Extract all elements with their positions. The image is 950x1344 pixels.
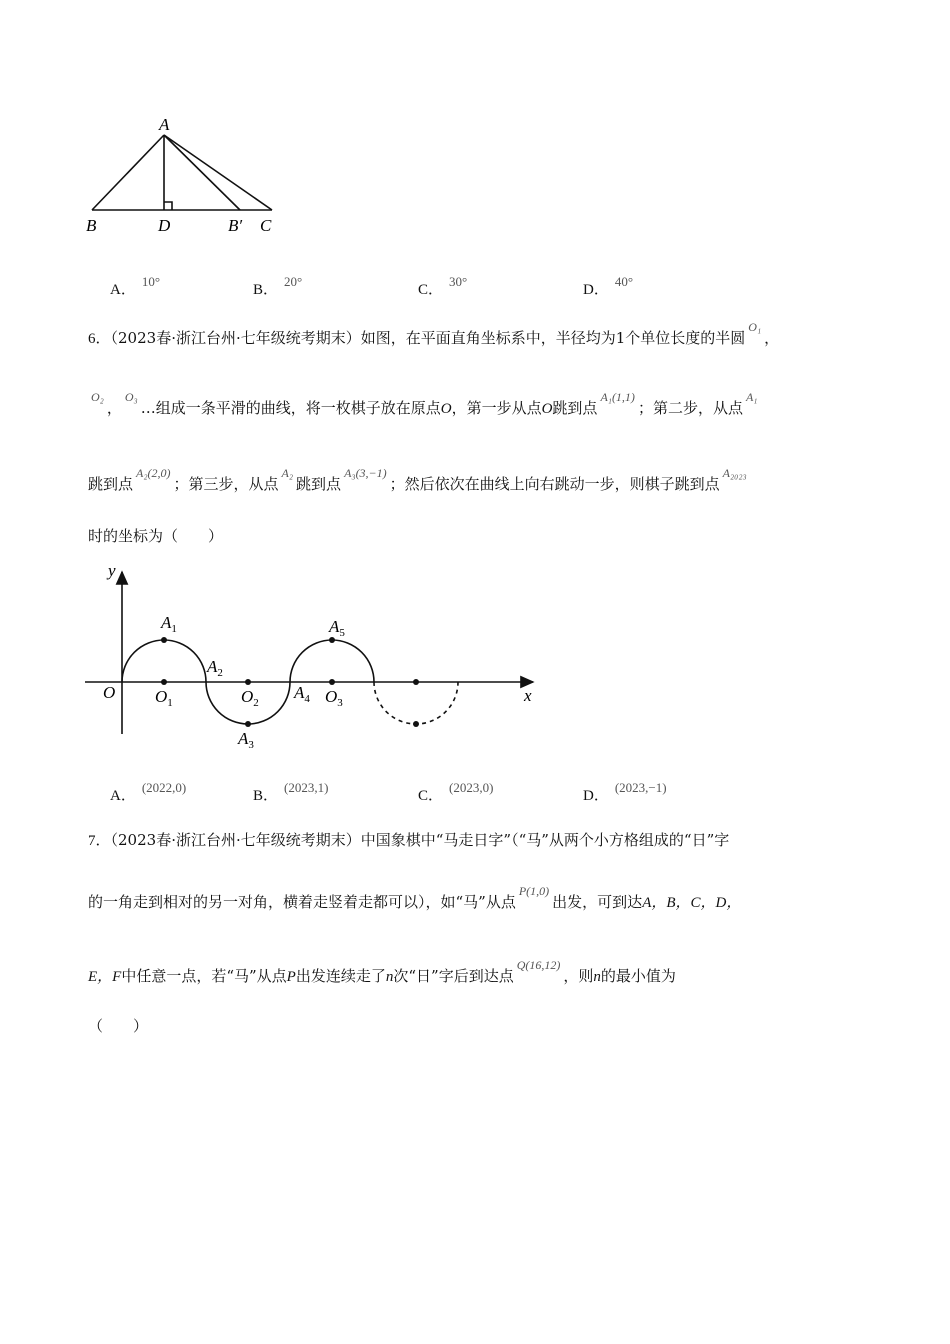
option-value: 20° bbox=[284, 274, 303, 289]
math-o2: O₂ bbox=[91, 390, 104, 404]
math-a1: A₁ bbox=[745, 390, 758, 404]
point-a1 bbox=[161, 637, 167, 643]
label-a2: $A_2$ bbox=[207, 657, 223, 679]
label-a3: $A_3$ bbox=[238, 729, 254, 751]
option-value: (2023,0) bbox=[449, 780, 494, 795]
option-key: D． bbox=[583, 788, 609, 804]
q6-source: （2023春·浙江台州·七年级统考期末） bbox=[110, 329, 361, 347]
label-o1: $O_1$ bbox=[155, 687, 173, 709]
math-n: n bbox=[593, 969, 601, 985]
label-a: A bbox=[159, 115, 170, 134]
q7-text: 出发连续走了 bbox=[295, 967, 386, 985]
q6-text: 如图，在平面直角坐标系中，半径均为1个单位长度的半圆 bbox=[360, 329, 746, 347]
math-a2023: A₂₀₂₃ bbox=[722, 466, 747, 480]
q5-option-a[interactable] bbox=[110, 274, 161, 299]
point-o3 bbox=[329, 679, 335, 685]
option-key: A． bbox=[110, 282, 136, 298]
semicircle-o3 bbox=[290, 640, 374, 682]
q6-text: ；第二步，从点 bbox=[637, 399, 743, 417]
option-value: (2023,1) bbox=[284, 780, 329, 795]
segment-ac bbox=[164, 135, 272, 210]
option-key: B． bbox=[253, 282, 279, 298]
math-n: n bbox=[385, 969, 394, 985]
math-o3: O₃ bbox=[124, 390, 138, 404]
option-key: C． bbox=[418, 282, 444, 298]
q6-text: 跳到点 bbox=[296, 475, 342, 493]
punct: ， bbox=[764, 329, 780, 347]
math-a2: A₂ bbox=[281, 466, 294, 480]
q7-answer-blank: （ ） bbox=[88, 1017, 149, 1035]
segment-ab-prime bbox=[164, 135, 240, 210]
q6-text: 跳到点 bbox=[552, 399, 598, 417]
q5-option-d[interactable] bbox=[583, 274, 634, 299]
q7-text: ，则 bbox=[563, 967, 594, 985]
q7-text: 的最小值为 bbox=[600, 967, 676, 985]
q7-line-1 bbox=[88, 830, 729, 851]
q6-number: 6． bbox=[88, 331, 111, 347]
right-angle-mark bbox=[164, 202, 172, 210]
option-value: (2022,0) bbox=[141, 780, 187, 795]
q6-option-d[interactable] bbox=[583, 780, 667, 805]
label-d: D bbox=[158, 216, 171, 235]
math-origin: O bbox=[541, 401, 553, 417]
semicircle-dashed bbox=[374, 682, 458, 724]
math-p: P(1,0) bbox=[518, 884, 550, 898]
q6-text: ；然后依次在曲线上向右跳动一步，则棋子跳到点 bbox=[389, 475, 720, 493]
q7-text: 出发，可到达 bbox=[552, 893, 643, 911]
q7-line-3 bbox=[88, 958, 676, 987]
q7-line-4 bbox=[88, 1016, 148, 1036]
q6-line-3 bbox=[88, 466, 750, 495]
label-a4: $A_4$ bbox=[294, 683, 310, 705]
point-o4 bbox=[413, 679, 419, 685]
label-a1: $A_1$ bbox=[161, 613, 177, 635]
q7-points: A，B，C，D， bbox=[642, 895, 742, 911]
math-a2: A₂(2,0) bbox=[136, 466, 171, 480]
math-a3: A₃(3,−1) bbox=[344, 466, 387, 480]
q7-text: 中任意一点，若“马”从点 bbox=[121, 967, 287, 985]
label-a5: $A_5$ bbox=[329, 617, 345, 639]
math-a1: A₁(1,1) bbox=[600, 390, 635, 404]
q6-line-4 bbox=[88, 526, 223, 546]
option-value: 40° bbox=[614, 274, 634, 289]
label-c: C bbox=[260, 216, 272, 235]
option-value: 10° bbox=[141, 274, 161, 289]
q6-option-a[interactable] bbox=[110, 780, 187, 805]
coordinate-curve-figure bbox=[85, 558, 545, 753]
math-q: Q(16,12) bbox=[516, 958, 561, 972]
option-value: 30° bbox=[449, 274, 468, 289]
label-x: x bbox=[524, 686, 532, 705]
label-o2: $O_2$ bbox=[241, 687, 259, 709]
option-key: D． bbox=[583, 282, 609, 298]
label-y: y bbox=[108, 561, 116, 580]
math-origin: O bbox=[440, 401, 452, 417]
label-origin: O bbox=[103, 683, 116, 702]
label-o3: $O_3$ bbox=[325, 687, 343, 709]
point-a3 bbox=[245, 721, 251, 727]
q7-points: E，F bbox=[88, 969, 122, 985]
point-dashed-bottom bbox=[413, 721, 419, 727]
q7-line-2 bbox=[88, 884, 742, 913]
math-p-var: P bbox=[286, 969, 296, 985]
q6-text: …组成一条平滑的曲线，将一枚棋子放在原点 bbox=[140, 399, 441, 417]
q6-line-2 bbox=[88, 390, 760, 419]
point-a5 bbox=[329, 637, 335, 643]
option-key: C． bbox=[418, 788, 444, 804]
option-value: (2023,−1) bbox=[614, 780, 667, 795]
label-b: B bbox=[86, 216, 97, 235]
q7-text: 次“日”字后到达点 bbox=[393, 967, 514, 985]
segment-ab bbox=[92, 135, 164, 210]
q7-source: （2023春·浙江台州·七年级统考期末） bbox=[110, 831, 361, 849]
label-b-prime: B′ bbox=[228, 216, 243, 235]
point-o1 bbox=[161, 679, 167, 685]
q6-text: 跳到点 bbox=[88, 475, 134, 493]
q6-line-1 bbox=[88, 320, 780, 349]
q7-text: 的一角走到相对的另一对角，横着走竖着走都可以），如“马”从点 bbox=[88, 893, 516, 911]
point-o2 bbox=[245, 679, 251, 685]
math-o1: O₁ bbox=[748, 320, 762, 334]
option-key: B． bbox=[253, 788, 279, 804]
option-key: A． bbox=[110, 788, 136, 804]
q7-text: 中国象棋中“马走日字”（“马”从两个小方格组成的“日”字 bbox=[360, 831, 730, 849]
q6-text: ；第三步，从点 bbox=[173, 475, 279, 493]
q6-text: ，第一步从点 bbox=[451, 399, 542, 417]
q6-option-b[interactable] bbox=[253, 780, 329, 805]
triangle-figure bbox=[80, 110, 290, 240]
punct: ， bbox=[106, 399, 122, 417]
q6-option-c[interactable] bbox=[418, 780, 494, 805]
q5-option-b[interactable] bbox=[253, 274, 303, 299]
q5-option-c[interactable] bbox=[418, 274, 468, 299]
q7-number: 7． bbox=[88, 833, 111, 849]
semicircle-o1 bbox=[122, 640, 206, 682]
q6-text: 时的坐标为（ ） bbox=[88, 527, 224, 545]
